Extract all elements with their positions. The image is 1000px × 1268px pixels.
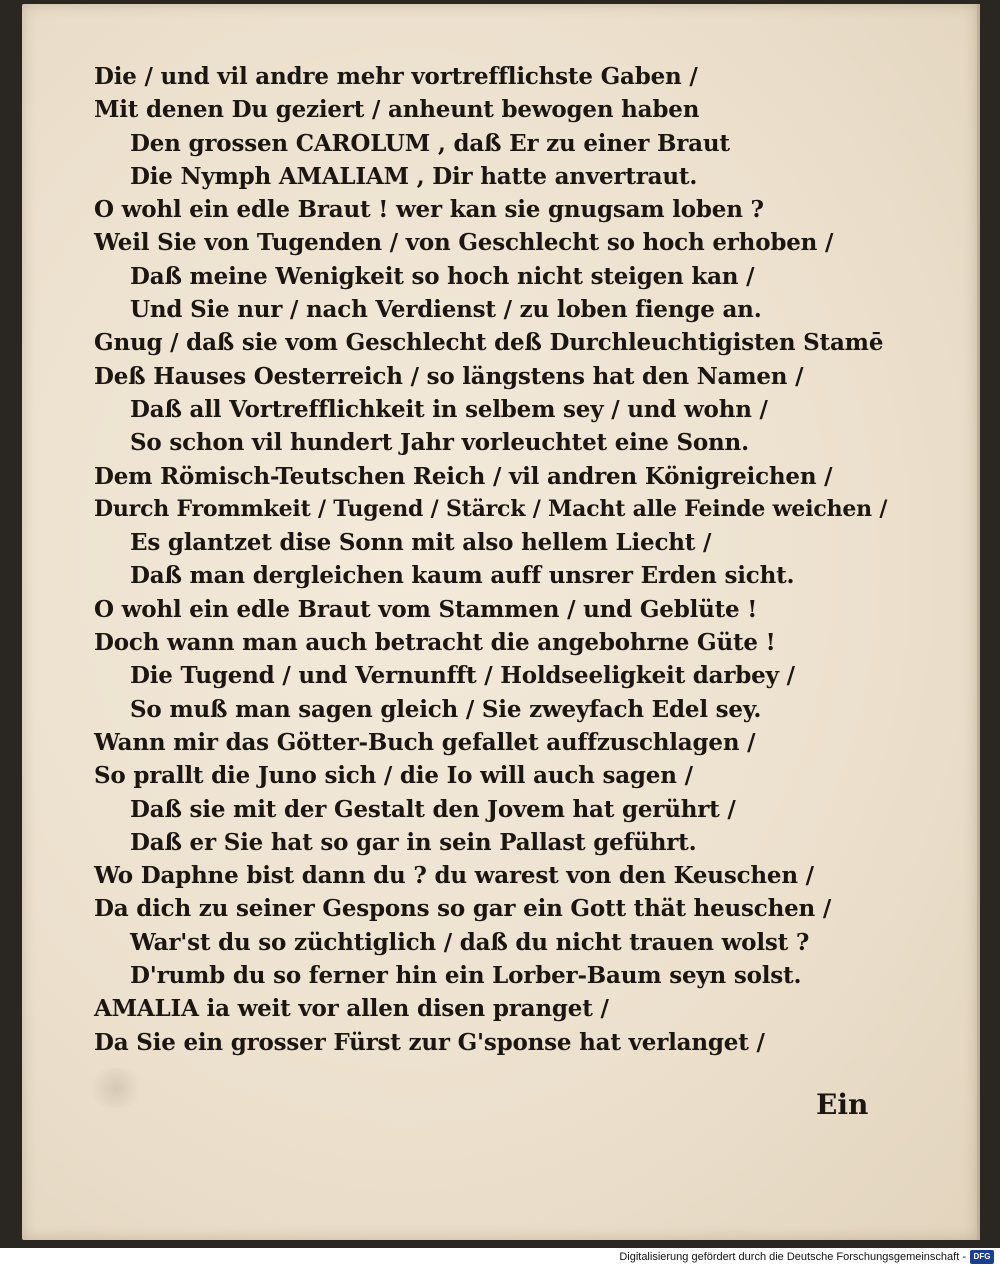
poem-line: Doch wann man auch betracht die angebohrne Güte ! bbox=[94, 629, 776, 657]
poem-line: AMALIA ia weit vor allen disen pranget / bbox=[94, 995, 609, 1023]
poem-line: Es glantzet dise Sonn mit also hellem Liecht / bbox=[130, 529, 712, 557]
catchword: Ein bbox=[816, 1088, 869, 1121]
poem-line: So schon vil hundert Jahr vorleuchtet eine Sonn. bbox=[130, 429, 749, 457]
poem-line: Daß er Sie hat so gar in sein Pallast geführt. bbox=[130, 828, 697, 856]
poem-line: Wann mir das Götter-Buch gefallet auffzuschlagen / bbox=[94, 728, 756, 756]
poem-line: Wo Daphne bist dann du ? du warest von den Keuschen / bbox=[94, 862, 814, 890]
poem-line: Daß sie mit der Gestalt den Jovem hat gerührt / bbox=[130, 795, 736, 823]
poem-line: Daß man dergleichen kaum auff unsrer Erden sicht. bbox=[130, 562, 795, 590]
poem-line: O wohl ein edle Braut vom Stammen / und Geblüte ! bbox=[94, 595, 758, 623]
poem-line: Daß meine Wenigkeit so hoch nicht steigen kan / bbox=[130, 262, 755, 290]
poem-line: Die Nymph AMALIAM , Dir hatte anvertraut. bbox=[130, 162, 698, 190]
poem-line: Weil Sie von Tugenden / von Geschlecht so hoch erhoben / bbox=[94, 229, 834, 257]
poem-line: Da Sie ein grosser Fürst zur G'sponse hat verlanget / bbox=[94, 1028, 765, 1056]
poem-line: So muß man sagen gleich / Sie zweyfach Edel sey. bbox=[130, 695, 762, 723]
poem-line: Durch Frommkeit / Tugend / Stärck / Macht alle Feinde weichen / bbox=[94, 495, 888, 522]
poem-line: Die / und vil andre mehr vortrefflichste Gaben / bbox=[94, 63, 698, 90]
poem-line: War'st du so züchtiglich / daß du nicht trauen wolst ? bbox=[130, 928, 810, 956]
poem-line: O wohl ein edle Braut ! wer kan sie gnugsam loben ? bbox=[94, 196, 764, 224]
footer-credit: Digitalisierung gefördert durch die Deutsche Forschungsgemeinschaft - bbox=[619, 1251, 966, 1263]
poem-line: Mit denen Du geziert / anheunt bewogen haben bbox=[94, 96, 700, 124]
poem-line: Da dich zu seiner Gespons so gar ein Gott thät heuschen / bbox=[94, 895, 832, 923]
footer-bar bbox=[0, 1248, 1000, 1268]
poem-line: Die Tugend / und Vernunfft / Holdseeligkeit darbey / bbox=[130, 662, 795, 690]
poem-line: Dem Römisch-Teutschen Reich / vil andren Königreichen / bbox=[94, 462, 833, 490]
poem-line: Und Sie nur / nach Verdienst / zu loben fienge an. bbox=[130, 296, 762, 324]
poem-line: So prallt die Juno sich / die Io will auch sagen / bbox=[94, 762, 693, 790]
poem-line: Daß all Vortrefflichkeit in selbem sey / und wohn / bbox=[130, 395, 768, 423]
poem-line: Den grossen CAROLUM , daß Er zu einer Braut bbox=[130, 129, 730, 157]
poem-text-block bbox=[94, 60, 894, 1059]
poem-line: D'rumb du so ferner hin ein Lorber-Baum seyn solst. bbox=[130, 962, 802, 990]
dfg-logo-icon: DFG bbox=[970, 1250, 994, 1264]
ink-smudge bbox=[86, 1068, 146, 1108]
poem-line: Deß Hauses Oesterreich / so längstens hat den Namen / bbox=[94, 362, 804, 390]
poem-line: Gnug / daß sie vom Geschlecht deß Durchleuchtigisten Stamē bbox=[94, 329, 884, 357]
